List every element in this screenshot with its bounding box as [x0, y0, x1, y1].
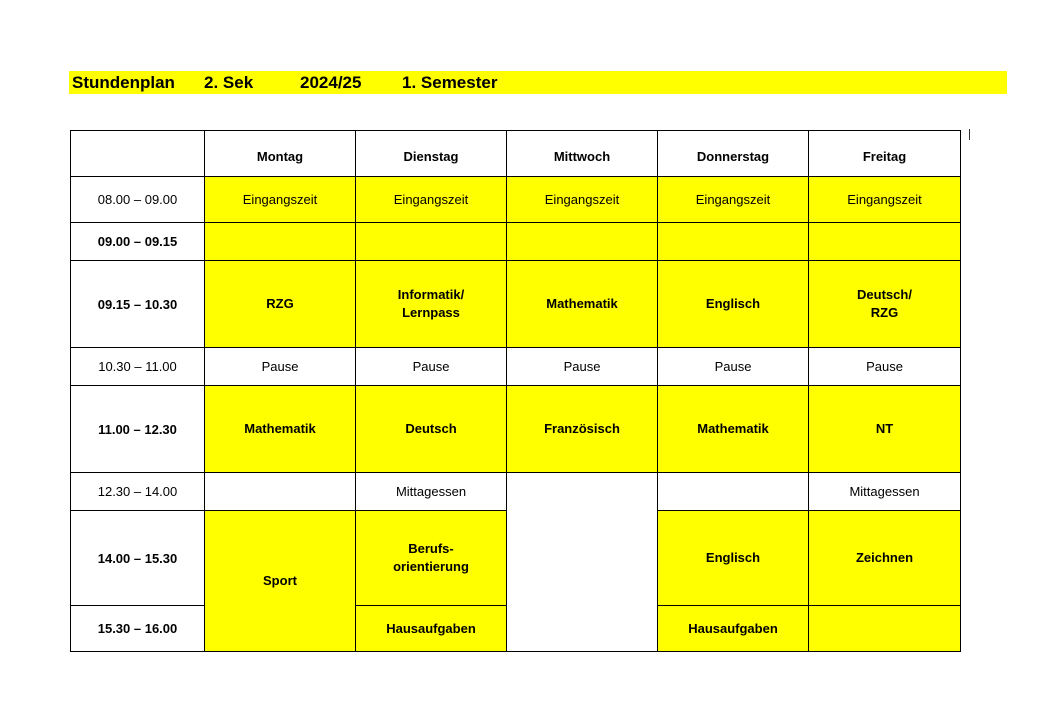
- empty-cell: [356, 223, 507, 261]
- row-block2: [71, 386, 961, 473]
- time-cell: 12.30 – 14.00: [71, 473, 205, 511]
- day-header-montag: Montag: [205, 131, 356, 177]
- lesson-cell-mathematik: Mathematik: [507, 261, 658, 348]
- title-class: 2. Sek: [204, 73, 254, 92]
- empty-cell: [205, 223, 356, 261]
- pause-cell: Pause: [205, 348, 356, 386]
- lesson-cell-berufsorientierung: [356, 511, 507, 606]
- title-semester: 1. Semester: [402, 73, 498, 92]
- lesson-cell: Eingangszeit: [809, 177, 961, 223]
- day-header-mittwoch: Mittwoch: [507, 131, 658, 177]
- lesson-cell-englisch: Englisch: [658, 511, 809, 606]
- row-mittag: [71, 473, 961, 511]
- lesson-cell: NT: [809, 386, 961, 473]
- lesson-line: Lernpass: [402, 305, 460, 320]
- timetable: [70, 130, 961, 652]
- lesson-cell: Deutsch: [356, 386, 507, 473]
- title-label: Stundenplan: [72, 73, 175, 92]
- text-cursor: [969, 129, 970, 140]
- lesson-cell: Französisch: [507, 386, 658, 473]
- lesson-cell: Eingangszeit: [658, 177, 809, 223]
- lesson-cell: Eingangszeit: [507, 177, 658, 223]
- lesson-line: Informatik/: [397, 287, 465, 302]
- lesson-line: orientierung: [393, 559, 469, 574]
- lesson-cell-rzg: RZG: [205, 261, 356, 348]
- empty-cell-mittwoch-afternoon: [507, 473, 658, 652]
- empty-cell: [809, 606, 961, 652]
- lesson-line: RZG: [870, 305, 899, 320]
- pause-cell: Pause: [809, 348, 961, 386]
- day-header-donnerstag: Donnerstag: [658, 131, 809, 177]
- homework-cell: Hausaufgaben: [658, 606, 809, 652]
- time-cell: 09.15 – 10.30: [71, 261, 205, 348]
- lesson-cell-englisch: Englisch: [658, 261, 809, 348]
- pause-cell: Pause: [507, 348, 658, 386]
- homework-cell: Hausaufgaben: [356, 606, 507, 652]
- empty-cell: [809, 223, 961, 261]
- title-year: 2024/25: [300, 73, 362, 92]
- lesson-cell-deutsch-rzg: [809, 261, 961, 348]
- lesson-cell: Mathematik: [205, 386, 356, 473]
- time-cell: 10.30 – 11.00: [71, 348, 205, 386]
- lesson-cell-sport: Sport: [205, 511, 356, 652]
- row-break-short: [71, 223, 961, 261]
- empty-cell: [658, 223, 809, 261]
- lesson-line: Deutsch/: [857, 287, 912, 302]
- time-cell: 09.00 – 09.15: [71, 223, 205, 261]
- empty-cell: [205, 473, 356, 511]
- lesson-line: Berufs-: [408, 541, 454, 556]
- document-title: [69, 71, 1007, 94]
- lesson-cell: Mathematik: [658, 386, 809, 473]
- lesson-cell: Eingangszeit: [356, 177, 507, 223]
- empty-cell: [507, 223, 658, 261]
- row-pause: [71, 348, 961, 386]
- time-cell: 08.00 – 09.00: [71, 177, 205, 223]
- pause-cell: Pause: [658, 348, 809, 386]
- mittag-cell: Mittagessen: [809, 473, 961, 511]
- row-eingang: [71, 177, 961, 223]
- time-cell: 11.00 – 12.30: [71, 386, 205, 473]
- day-header-dienstag: Dienstag: [356, 131, 507, 177]
- time-cell: 14.00 – 15.30: [71, 511, 205, 606]
- empty-cell: [658, 473, 809, 511]
- lesson-cell-zeichnen: Zeichnen: [809, 511, 961, 606]
- time-cell: 15.30 – 16.00: [71, 606, 205, 652]
- pause-cell: Pause: [356, 348, 507, 386]
- day-header-freitag: Freitag: [809, 131, 961, 177]
- mittag-cell: Mittagessen: [356, 473, 507, 511]
- header-row: [71, 131, 961, 177]
- corner-cell: [71, 131, 205, 177]
- lesson-cell: Eingangszeit: [205, 177, 356, 223]
- row-block1: [71, 261, 961, 348]
- lesson-cell-informatik: [356, 261, 507, 348]
